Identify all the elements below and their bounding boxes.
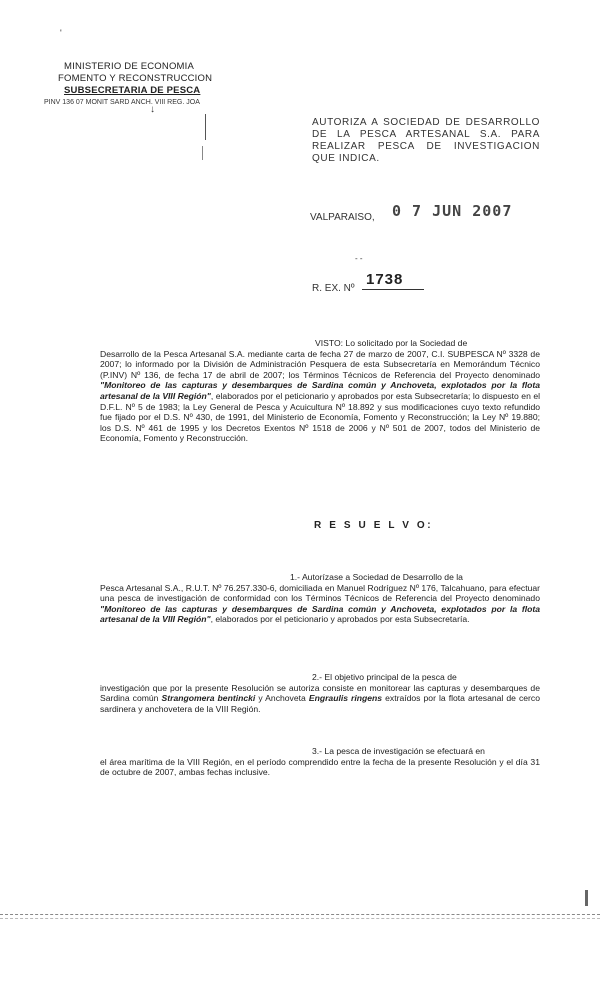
rex-number: 1738 <box>366 271 404 288</box>
date-stamp: 0 7 JUN 2007 <box>392 202 513 220</box>
visto-paragraph <box>100 338 540 444</box>
arrow-mark-icon: ↓ <box>150 104 155 115</box>
item-1-project-title: "Monitoreo de las capturas y desembarques de Sardina común y Anchoveta, explotados por la flota artesanal de la VIII Región" <box>100 603 540 625</box>
item-2-lead: 2.- El objetivo principal de la pesca de <box>312 672 457 682</box>
item-2-paragraph <box>100 672 540 714</box>
item-3-paragraph <box>100 746 540 778</box>
header-reference <box>44 97 200 108</box>
item-3-body: el área marítima de la VIII Región, en el período comprendido entre la fecha de la presente Resolución y el día 31 de octubre de 2007, ambas fechas inclusive. <box>100 756 540 778</box>
pen-mark <box>205 114 206 140</box>
item-2-body-3: extraídos por la flota artesanal de cerco sardinera y anchovetera de la VIII Región. <box>100 693 540 714</box>
scan-edge-line <box>0 914 600 915</box>
rex-underline <box>362 289 424 290</box>
resolution-subject: AUTORIZA A SOCIEDAD DE DESARROLLO DE LA PESCA ARTESANAL S.A. PARA REALIZAR PESCA DE INVESTIGACION QUE INDICA. <box>312 117 540 164</box>
scan-artifact <box>585 890 588 906</box>
rex-label: R. EX. Nº <box>312 283 355 294</box>
scan-mark: - - <box>355 254 363 263</box>
visto-label: VISTO <box>315 338 341 348</box>
item-1-body-1: Pesca Artesanal S.A., R.U.T. Nº 76.257.330-6, domiciliada en Manuel Rodríguez Nº 176, Talcahuano, para efectuar una pesca de investigación de conformidad con los Términos Técnicos de Referencia del Proyecto denominado <box>100 582 540 604</box>
resuelvo-heading: R E S U E L V O: <box>314 520 434 531</box>
header-ministry: MINISTERIO DE ECONOMIA <box>64 61 195 72</box>
pen-mark <box>202 146 203 160</box>
place-label: VALPARAISO, <box>310 212 375 223</box>
item-1-body-2: , elaborados por el peticionario y aprobados por esta Subsecretaría. <box>210 614 470 625</box>
header-reference-code: PINV 136 07 MONIT SARD ANCH. VIII REG. <box>44 99 185 106</box>
item-3-lead: 3.- La pesca de investigación se efectuará en <box>312 746 485 756</box>
item-1-paragraph <box>100 572 540 625</box>
item-1-lead: 1.- Autorízase a Sociedad de Desarrollo de la <box>290 572 463 582</box>
visto-body-2: , elaborados por el peticionario y aprobados por esta Subsecretaría; lo dispuesto en el D.F.L. Nº 5 de 1983; la Ley General de Pesca y Acuicultura Nº 18.892 y sus modificaciones cuyo texto refundido fue fijado por el D.S. Nº 430, de 1991, del Ministerio de Economía, Fomento y Reconstrucción; la Ley Nº 19.880; los D.S. Nº 461 de 1995 y los Decretos Exentos Nº 1518 de 2006 y Nº 501 de 2007, todos del Ministerio de Economía, Fomento y Reconstrucción. <box>100 390 541 444</box>
header-reference-initials: JOA <box>186 99 200 106</box>
item-2-species-1: Strangomera bentincki <box>161 693 256 704</box>
header-subsecretaria: SUBSECRETARIA DE PESCA <box>64 85 201 96</box>
visto-project-title: "Monitoreo de las capturas y desembarques de Sardina común y Anchoveta, explotados por la flota artesanal de la VIII Región" <box>100 380 540 401</box>
visto-body-1: Desarrollo de la Pesca Artesanal S.A. mediante carta de fecha 27 de marzo de 2007, C.I. SUBPESCA Nº 3328 de 2007; lo informado por la División de Administración Pesquera de esta Subsecretaría en Memorándum Técnico (P.INV) Nº 136, de fecha 17 de abril de 2007; los Términos Técnicos de Referencia del Proyecto denominado <box>100 348 540 380</box>
item-2-species-2: Engraulis ringens <box>308 693 383 704</box>
visto-lead: : Lo solicitado por la Sociedad de <box>340 338 468 348</box>
header-ministry-sub: FOMENTO Y RECONSTRUCCION <box>58 73 213 84</box>
item-2-body-2: y Anchoveta <box>255 693 309 704</box>
scan-mark: ' <box>60 28 62 38</box>
scan-edge-line <box>0 918 600 919</box>
item-2-body-1: investigación que por la presente Resolución se autoriza consiste en monitorear las capturas y desembarques de Sardina común <box>100 682 540 704</box>
